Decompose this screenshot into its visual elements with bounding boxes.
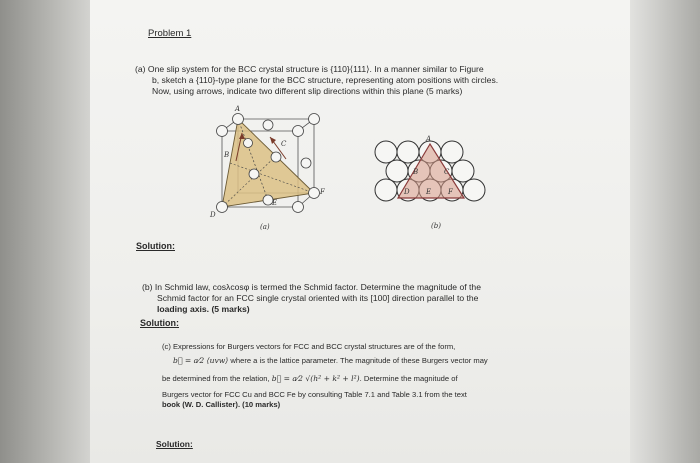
solution-heading-2: Solution: (140, 318, 179, 328)
part-c-line-1: (c) Expressions for Burgers vectors for FCC and BCC crystal structures are of the form, (162, 342, 456, 351)
part-c-text (162, 342, 488, 410)
fig-a-label-d: D (210, 211, 216, 219)
part-a-line-1: (a) One slip system for the BCC crystal structure is {110}⟨111⟩. In a manner similar to Figure (135, 64, 484, 74)
fig-b-label-b: B (413, 168, 419, 176)
fig-b-caption: (b) (431, 222, 441, 230)
background-right-shadow (625, 0, 700, 463)
fig-a-caption: (a) (260, 223, 270, 231)
fig-b-label-a: A (426, 135, 432, 143)
figure-a-bcc-cube (202, 101, 357, 234)
fig-b-label-c: C (444, 168, 450, 176)
part-c-line-4: Burgers vector for FCC Cu and BCC Fe by consulting Table 7.1 and Table 3.1 from the text (162, 390, 467, 399)
part-a-line-2: b, sketch a {110}-type plane for the BCC structure, representing atom positions with circles. (152, 75, 499, 85)
solution-heading-1: Solution: (136, 241, 175, 251)
fig-b-label-e: E (426, 188, 432, 196)
burgers-formula-2: b⃗ = a⁄2 √(h² + k² + l²) (271, 374, 360, 383)
part-a-line-3: Now, using arrows, indicate two different slip directions within this plane (5 marks) (152, 86, 463, 96)
part-b-text (142, 282, 481, 315)
part-b-line-1: (b) In Schmid law, cosλcosφ is termed the Schmid factor. Determine the magnitude of the (142, 282, 481, 292)
fig-a-label-f: F (320, 188, 325, 196)
background-left-shadow (0, 0, 95, 463)
problem-title: Problem 1 (148, 28, 192, 39)
fig-a-label-a: A (235, 105, 241, 113)
part-c-line-5: book (W. D. Callister). (10 marks) (162, 400, 281, 409)
part-b-line-3: loading axis. (5 marks) (157, 304, 250, 314)
part-c-line-3-prefix: be determined from the relation, (162, 374, 270, 383)
part-b-line-2: Schmid factor for an FCC single crystal oriented with its [100] direction parallel to the (157, 293, 479, 303)
part-c-line-3-suffix: . Determine the magnitude of (359, 374, 458, 383)
fig-a-label-e: E (272, 199, 278, 207)
fig-b-label-f: F (448, 188, 453, 196)
fig-a-label-b: B (224, 151, 230, 159)
part-c-line-2: where a is the lattice parameter. The magnitude of these Burgers vector may (230, 356, 488, 365)
document-page (90, 0, 630, 463)
solution-heading-3: Solution: (156, 439, 193, 449)
burgers-formula-1: b⃗ = a⁄2 ⟨uvw⟩ (173, 356, 229, 365)
figure-b-close-packed-plane (368, 130, 518, 235)
fig-a-label-c: C (281, 140, 287, 148)
part-a-text (135, 64, 498, 97)
fig-b-label-d: D (404, 188, 410, 196)
